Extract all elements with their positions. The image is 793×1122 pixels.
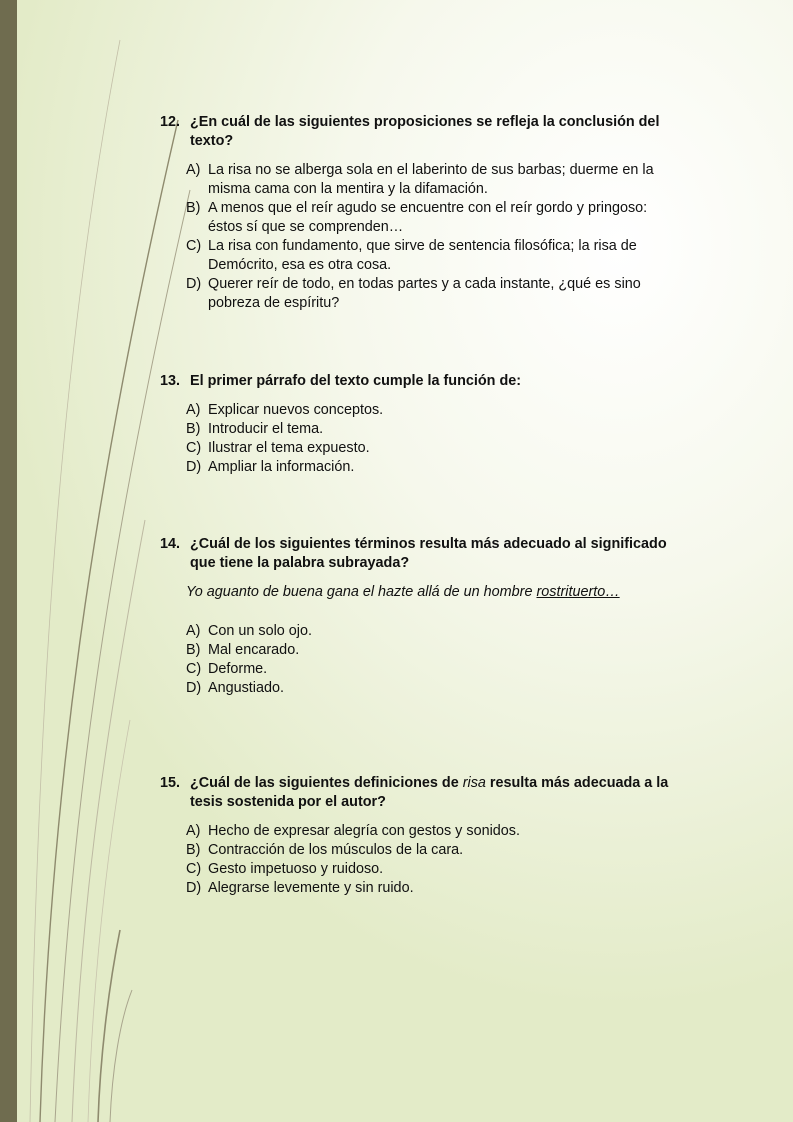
option — [186, 879, 680, 898]
option-text: A menos que el reír agudo se encuentre con el reír gordo y pringoso: éstos sí que se comprenden… — [208, 200, 648, 235]
option — [186, 275, 680, 313]
question-number: 14. — [160, 536, 181, 552]
option — [186, 641, 680, 660]
option-letter: A) — [186, 823, 201, 839]
option — [186, 401, 680, 420]
option-text: Introducir el tema. — [208, 421, 324, 437]
option-text: Hecho de expresar alegría con gestos y sonidos. — [208, 823, 520, 839]
option-text: La risa con fundamento, que sirve de sentencia filosófica; la risa de Demócrito, esa es otra cosa. — [208, 238, 637, 273]
option-text: Querer reír de todo, en todas partes y a cada instante, ¿qué es sino pobreza de espíritu? — [208, 276, 641, 311]
option-letter: D) — [186, 459, 202, 475]
option-letter: B) — [186, 200, 201, 216]
question-12 — [160, 113, 680, 313]
option-text: Ilustrar el tema expuesto. — [208, 440, 370, 456]
option — [186, 860, 680, 879]
question-number: 15. — [160, 775, 181, 791]
question-text-end: resulta más adecuada a la tesis sostenida por el autor? — [190, 775, 669, 810]
option-letter: C) — [186, 661, 202, 677]
question-text: ¿Cuál de los siguientes términos resulta más adecuado al significado que tiene la palabra subrayada? — [190, 536, 667, 571]
option-letter: B) — [186, 421, 201, 437]
option — [186, 660, 680, 679]
option — [186, 420, 680, 439]
option-letter: D) — [186, 680, 202, 696]
option-letter: D) — [186, 880, 202, 896]
option-text: Contracción de los músculos de la cara. — [208, 842, 464, 858]
option — [186, 458, 680, 477]
option-letter: A) — [186, 402, 201, 418]
option — [186, 822, 680, 841]
question-14 — [160, 535, 680, 698]
underlined-word: rostrituerto… — [536, 584, 620, 600]
question-15 — [160, 774, 680, 898]
quoted-sentence — [186, 583, 680, 602]
option-letter: D) — [186, 276, 202, 292]
option-letter: C) — [186, 861, 202, 877]
option — [186, 237, 680, 275]
quote-text: Yo aguanto de buena gana el hazte allá de un hombre — [186, 584, 537, 600]
option-letter: C) — [186, 238, 202, 254]
question-text — [190, 774, 680, 812]
option — [186, 841, 680, 860]
option-text: La risa no se alberga sola en el laberinto de sus barbas; duerme en la misma cama con la mentira y la difamación. — [208, 162, 654, 197]
option-letter: B) — [186, 842, 201, 858]
option-text: Ampliar la información. — [208, 459, 355, 475]
option-letter: A) — [186, 162, 201, 178]
option — [186, 679, 680, 698]
option-letter: B) — [186, 642, 201, 658]
option-text: Gesto impetuoso y ruidoso. — [208, 861, 384, 877]
option-text: Con un solo ojo. — [208, 623, 313, 639]
option-text: Alegrarse levemente y sin ruido. — [208, 880, 414, 896]
option-text: Explicar nuevos conceptos. — [208, 402, 384, 418]
option — [186, 161, 680, 199]
option — [186, 439, 680, 458]
question-number: 12. — [160, 114, 181, 130]
italic-term: risa — [462, 775, 486, 791]
option-letter: A) — [186, 623, 201, 639]
option-text: Mal encarado. — [208, 642, 300, 658]
question-text: El primer párrafo del texto cumple la función de: — [190, 373, 522, 389]
option-text: Angustiado. — [208, 680, 285, 696]
question-number: 13. — [160, 373, 181, 389]
option — [186, 622, 680, 641]
question-13 — [160, 372, 680, 477]
option-text: Deforme. — [208, 661, 268, 677]
option-letter: C) — [186, 440, 202, 456]
question-text: ¿En cuál de las siguientes proposiciones se refleja la conclusión del texto? — [190, 114, 660, 149]
option — [186, 199, 680, 237]
question-text-start: ¿Cuál de las siguientes definiciones de — [190, 775, 463, 791]
